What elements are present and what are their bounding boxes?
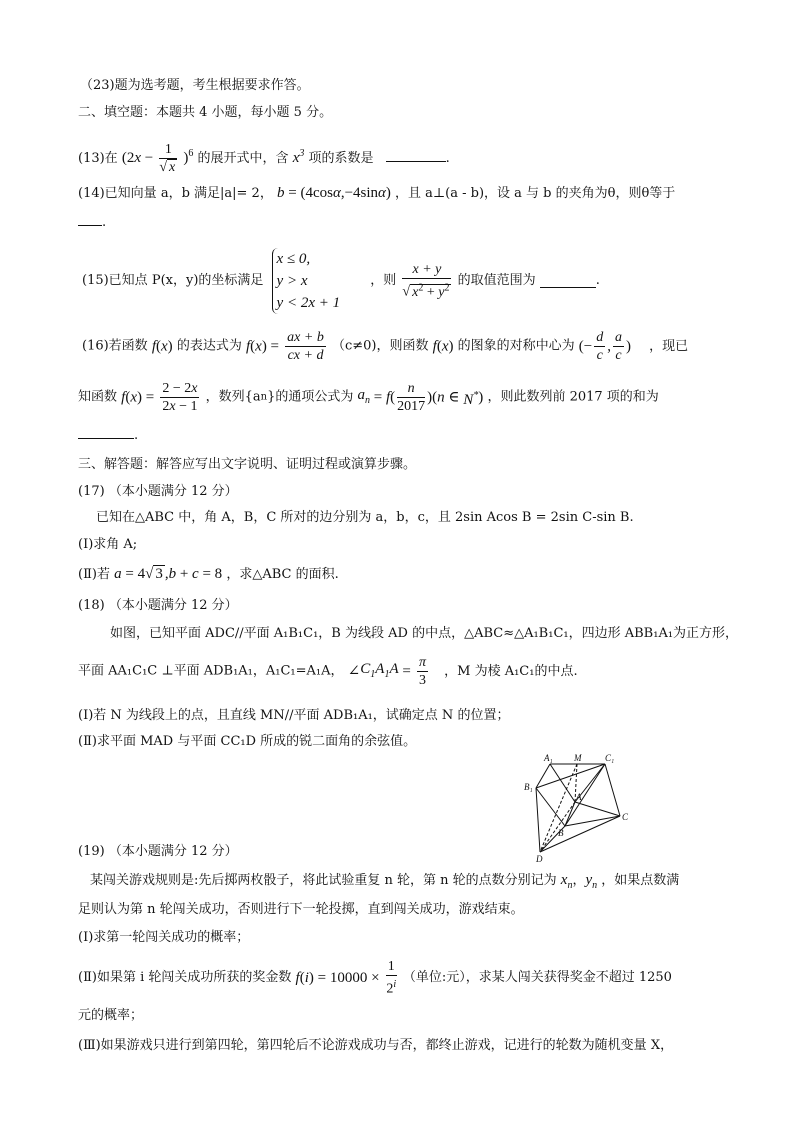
figure-label-c: C: [622, 812, 629, 822]
question-18-part-2: (Ⅱ)求平面 MAD 与平面 CC₁D 所成的锐二面角的余弦值。: [78, 734, 417, 749]
figure-label-d: D: [536, 854, 543, 864]
section-solution-heading: 三、解答题：解答应写出文字说明、证明过程或演算步骤。: [78, 457, 417, 472]
question-14: (14)已知向量 a，b 满足|a|= 2， b = (4cosα,−4sinα) ，且 a⊥(a - b)，设 a 与 b 的夹角为θ，则θ等于: [78, 185, 676, 201]
answer-blank-15: [540, 275, 596, 288]
figure-label-a: A: [576, 792, 582, 802]
question-19-part-2-end: 元的概率；: [78, 1008, 144, 1023]
question-19-body: 某闯关游戏规则是:先后掷两枚骰子，将此试验重复 n 轮，第 n 轮的点数分别记为 $x_n$，$y_n$ ，如果点数满: [90, 872, 680, 891]
question-17-part-1: (I)求角 A;: [78, 537, 138, 552]
answer-blank-14-line: .: [78, 213, 106, 233]
figure-label-m: M: [574, 753, 582, 763]
figure-label-a1: A₁: [544, 753, 553, 763]
question-13: (13)在 (2x − $\frac{1}{√ x}$ )$^6$ 的展开式中，含 $x^3$ 项的系数是 .: [78, 142, 450, 175]
answer-blank-13: [386, 149, 446, 162]
question-17-title: (17) （本小题满分 12 分）: [78, 484, 238, 499]
figure-label-b1: B₁: [524, 782, 533, 792]
question-19-title: (19) （本小题满分 12 分）: [78, 844, 238, 859]
answer-blank-16: [78, 426, 134, 439]
question-19-part-2: (Ⅱ)如果第 i 轮闯关成功所获的奖金数 f(i) = 10000 × $\frac{1}{2^i}$ （单位:元），求某人闯关获得奖金不超过 1250: [78, 959, 672, 997]
answer-blank-14: [78, 213, 102, 226]
question-17-part-2: (Ⅱ)若 a = 4√ 3 ,b + c = 8 ，求△ABC 的面积.: [78, 566, 339, 582]
figure-label-b: B: [558, 828, 564, 838]
question-18-body: 如图，已知平面 ADC//平面 A₁B₁C₁，B 为线段 AD 的中点，△ABC≈△A₁B₁C₁，四边形 ABB₁A₁为正方形，: [110, 626, 739, 641]
question-19-part-3: (Ⅲ)如果游戏只进行到第四轮，第四轮后不论游戏成功与否，都终止游戏，记进行的轮数为随机变量 X，: [78, 1038, 674, 1053]
text-line-1: （23)题为选考题，考生根据要求作答。: [80, 78, 310, 93]
question-17-body: 已知在△ABC 中，角 A，B，C 所对的边分别为 a，b，c，且 2sin Acos B = 2sin C-sin B.: [96, 510, 634, 525]
figure-label-c1: C₁: [605, 753, 615, 763]
section-fill-in-heading: 二、填空题：本题共 4 小题，每小题 5 分。: [78, 105, 333, 120]
question-18-body-2: 平面 AA₁C₁C ⊥平面 ADB₁A₁，A₁C₁=A₁A， $\angle C_1A_1A$ = $\frac{\pi}{3}$ ，M 为棱 A₁C₁的中点.: [78, 655, 578, 688]
question-18-part-1: (I)若 N 为线段上的点，且直线 MN//平面 ADB₁A₁，试确定点 N 的位置；: [78, 708, 510, 723]
answer-blank-16-line: .: [78, 426, 138, 446]
question-15: (15)已知点 P(x，y)的坐标满足 x ≤ 0, y > x y < 2x + 1 ，则 $\frac{x + y}{√ x^2 + y^2}$ 的取值范围为 .: [82, 248, 600, 312]
question-16-continued: 知函数 f(x) = $\frac{2 - 2x}{2x - 1}$ ，数列{an}的通项公式为 $a_n = f$( $\frac{n}{2017}$ )(n ∈ N*) ，则此数列前 2017 项的和为: [78, 381, 659, 414]
question-18-title: (18) （本小题满分 12 分）: [78, 598, 238, 613]
question-19-body-2: 足则认为第 n 轮闯关成功，否则进行下一轮投掷，直到闯关成功，游戏结束。: [78, 902, 524, 917]
question-16: (16)若函数 f(x) 的表达式为 f(x) = $\frac{ax + b}{cx + d}$ （c≠0)，则函数 f(x) 的图象的对称中心为 (− $\frac{d}{c}$ , $\frac{a}{c}$ ) ，现已: [82, 330, 689, 363]
question-19-part-1: (I)求第一轮闯关成功的概率；: [78, 930, 250, 945]
geometry-figure: [520, 752, 640, 864]
